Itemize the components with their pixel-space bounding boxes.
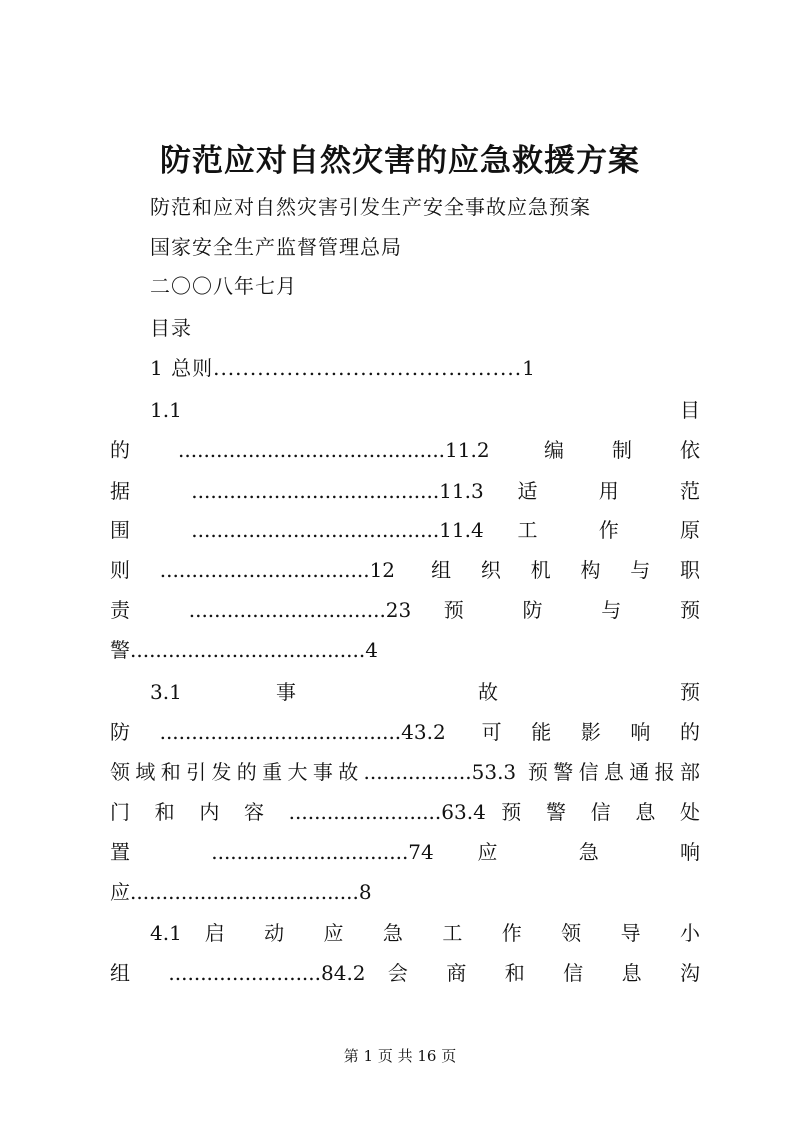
toc-line: 则.................................12 组织机构与职 (110, 558, 700, 582)
toc-line: 应....................................8 (110, 880, 372, 904)
document-title: 防范应对自然灾害的应急救援方案 (160, 143, 640, 179)
toc-line: 责 ...............................23 预 防 与 预 (110, 598, 700, 622)
page-footer: 第 1 页 共 16 页 (343, 1047, 457, 1065)
toc-line: 3.1 事 故 预 (150, 680, 700, 704)
toc-line: 的..........................................11.2 编制依 (110, 438, 700, 462)
toc-line: 据 .......................................11.3 适 用 范 (110, 479, 700, 503)
intro-line-agency: 国家安全生产监督管理总局 (150, 235, 402, 259)
intro-line-date: 二〇〇八年七月 (150, 274, 297, 298)
toc-line: 围 .......................................11.4 工 作 原 (110, 518, 700, 542)
toc-line: 4.1 启 动 应 急 工 作 领 导 小 (150, 921, 700, 945)
toc-line: 领域和引发的重大事故.................53.3 预警信息通报部 (110, 760, 700, 784)
toc-line: 门 和 内 容 ........................63.4 预 警 信 息 处 (110, 800, 700, 824)
toc-line: 置 ...............................74 应 急 响 (110, 840, 700, 864)
toc-line: 1.1 目 (150, 398, 700, 422)
intro-line-subtitle: 防范和应对自然灾害引发生产安全事故应急预案 (150, 195, 591, 219)
toc-line: 组 ........................84.2 会 商 和 信 息 沟 (110, 961, 700, 985)
toc-line: 防......................................43.2 可能影响的 (110, 720, 700, 744)
toc-line: 1 总则..........................................1 (150, 356, 536, 380)
toc-heading: 目录 (150, 316, 192, 340)
toc-line: 警.....................................4 (110, 638, 378, 662)
